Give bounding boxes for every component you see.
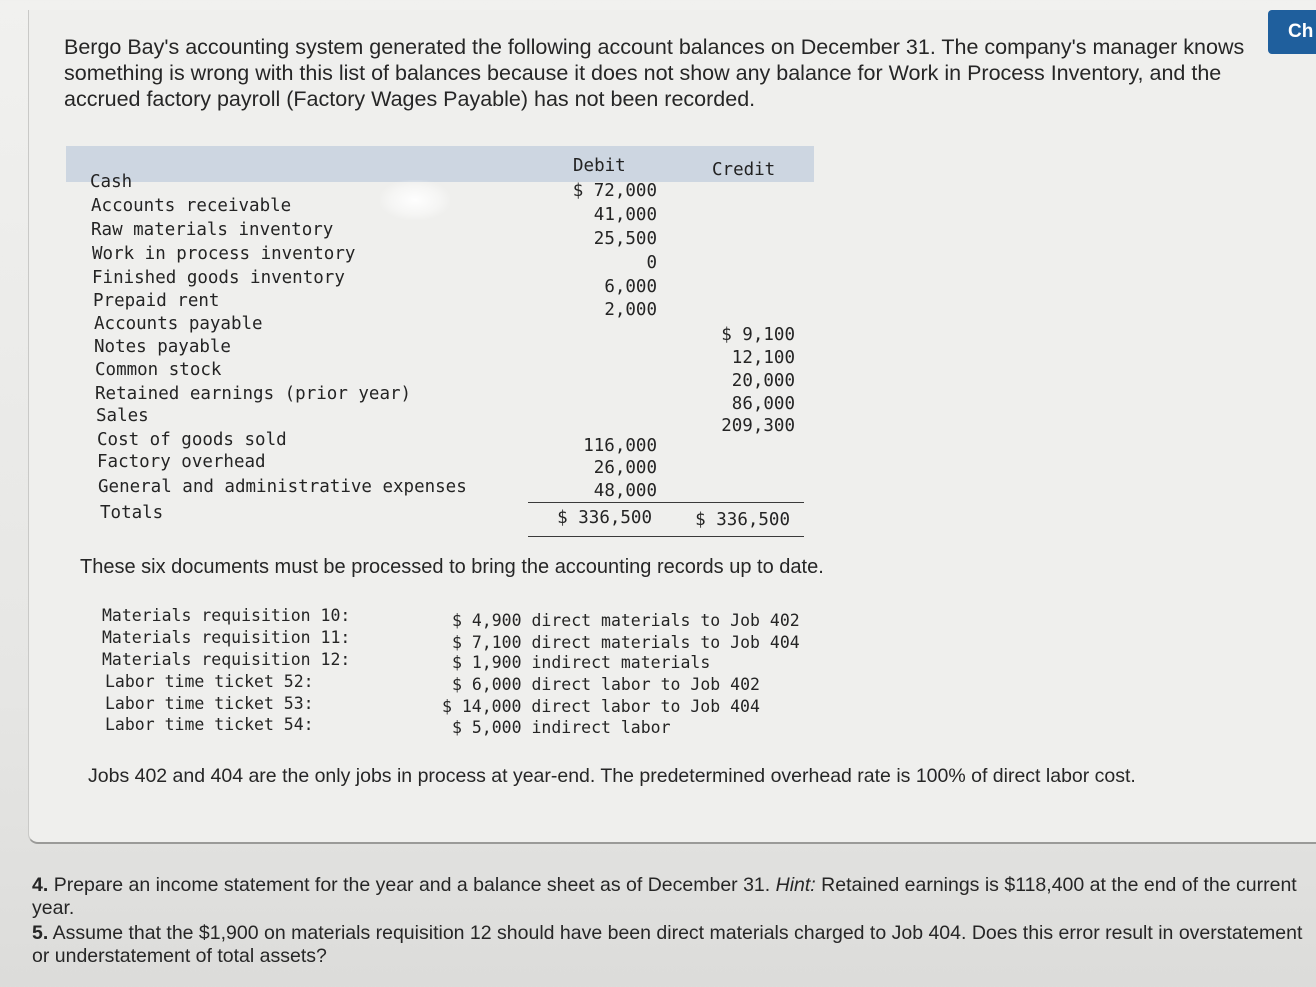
documents-intro: These six documents must be processed to bring the accounting records up to date. xyxy=(80,556,824,578)
account-name: Raw materials inventory xyxy=(91,220,334,240)
account-name: Cash xyxy=(90,172,133,192)
question-5-text: Assume that the $1,900 on materials requisition 12 should have been direct materials charged to Job 404. Does this error result in overstatement or understatement of total assets? xyxy=(32,922,1303,967)
totals-label: Totals xyxy=(100,503,164,523)
document-label: Labor time ticket 52: xyxy=(105,672,314,691)
document-value: $ 5,000 indirect labor xyxy=(452,718,671,737)
account-name: General and administrative expenses xyxy=(98,477,467,497)
check-button-label: Ch xyxy=(1288,21,1314,42)
document-value: $ 14,000 direct labor to Job 404 xyxy=(442,697,760,716)
account-name: Finished goods inventory xyxy=(92,268,345,288)
totals-top-rule xyxy=(528,502,804,503)
account-name: Retained earnings (prior year) xyxy=(95,384,412,404)
table-header-bar xyxy=(66,146,814,182)
document-label: Materials requisition 12: xyxy=(102,650,351,669)
question-4-number: 4. xyxy=(32,874,49,896)
document-label: Labor time ticket 53: xyxy=(105,694,314,713)
account-name: Accounts receivable xyxy=(91,196,292,216)
document-label: Materials requisition 11: xyxy=(102,628,351,647)
account-name: Work in process inventory xyxy=(92,244,356,264)
debit-amount: 2,000 xyxy=(604,300,657,320)
debit-amount: 48,000 xyxy=(593,481,657,501)
question-4-hint-label: Hint: xyxy=(775,874,816,896)
totals-credit: $ 336,500 xyxy=(695,510,790,530)
question-4-text-a: Prepare an income statement for the year and a balance sheet as of December 31. xyxy=(53,874,771,896)
account-name: Sales xyxy=(96,406,149,426)
document-value: $ 4,900 direct materials to Job 402 xyxy=(452,611,800,630)
totals-bottom-rule xyxy=(528,536,804,537)
debit-amount: 26,000 xyxy=(593,458,657,478)
debit-amount: 6,000 xyxy=(604,277,657,297)
credit-amount: 12,100 xyxy=(731,348,795,368)
intro-paragraph: Bergo Bay's accounting system generated the following account balances on December 31. The company's manager knows something is wrong with this list of balances because it does not show any balance for Work in Process Inventory, and the accrued factory payroll (Factory Wages Payable) has not been recorded. xyxy=(64,35,1245,111)
question-5 xyxy=(32,922,1316,968)
credit-amount: $ 9,100 xyxy=(721,325,795,345)
account-name: Prepaid rent xyxy=(93,291,220,311)
document-value: $ 1,900 indirect materials xyxy=(452,653,711,672)
totals-debit: $ 336,500 xyxy=(557,508,652,528)
account-name: Common stock xyxy=(95,360,222,380)
account-name: Accounts payable xyxy=(94,314,263,334)
account-name: Notes payable xyxy=(94,337,231,357)
debit-column-header: Debit xyxy=(573,156,626,176)
document-label: Materials requisition 10: xyxy=(102,606,351,625)
account-name: Factory overhead xyxy=(97,452,266,472)
debit-amount: 116,000 xyxy=(583,436,657,456)
account-name: Cost of goods sold xyxy=(97,430,287,450)
question-5-number: 5. xyxy=(32,922,49,944)
question-4 xyxy=(32,874,1316,920)
debit-amount: 41,000 xyxy=(593,205,657,225)
debit-amount: $ 72,000 xyxy=(572,181,657,201)
credit-column-header: Credit xyxy=(712,160,776,180)
question-4-text-b: Retained earnings is $118,400 at the end of the current year. xyxy=(32,874,1297,919)
debit-amount: 0 xyxy=(646,253,657,273)
credit-amount: 209,300 xyxy=(721,416,795,436)
credit-amount: 86,000 xyxy=(731,394,795,414)
document-value: $ 7,100 direct materials to Job 404 xyxy=(452,633,800,652)
credit-amount: 20,000 xyxy=(731,371,795,391)
document-value: $ 6,000 direct labor to Job 402 xyxy=(452,675,760,694)
document-label: Labor time ticket 54: xyxy=(105,715,314,734)
jobs-note: Jobs 402 and 404 are the only jobs in process at year-end. The predetermined overhead rate is 100% of direct labor cost. xyxy=(88,765,1136,787)
debit-amount: 25,500 xyxy=(593,229,657,249)
